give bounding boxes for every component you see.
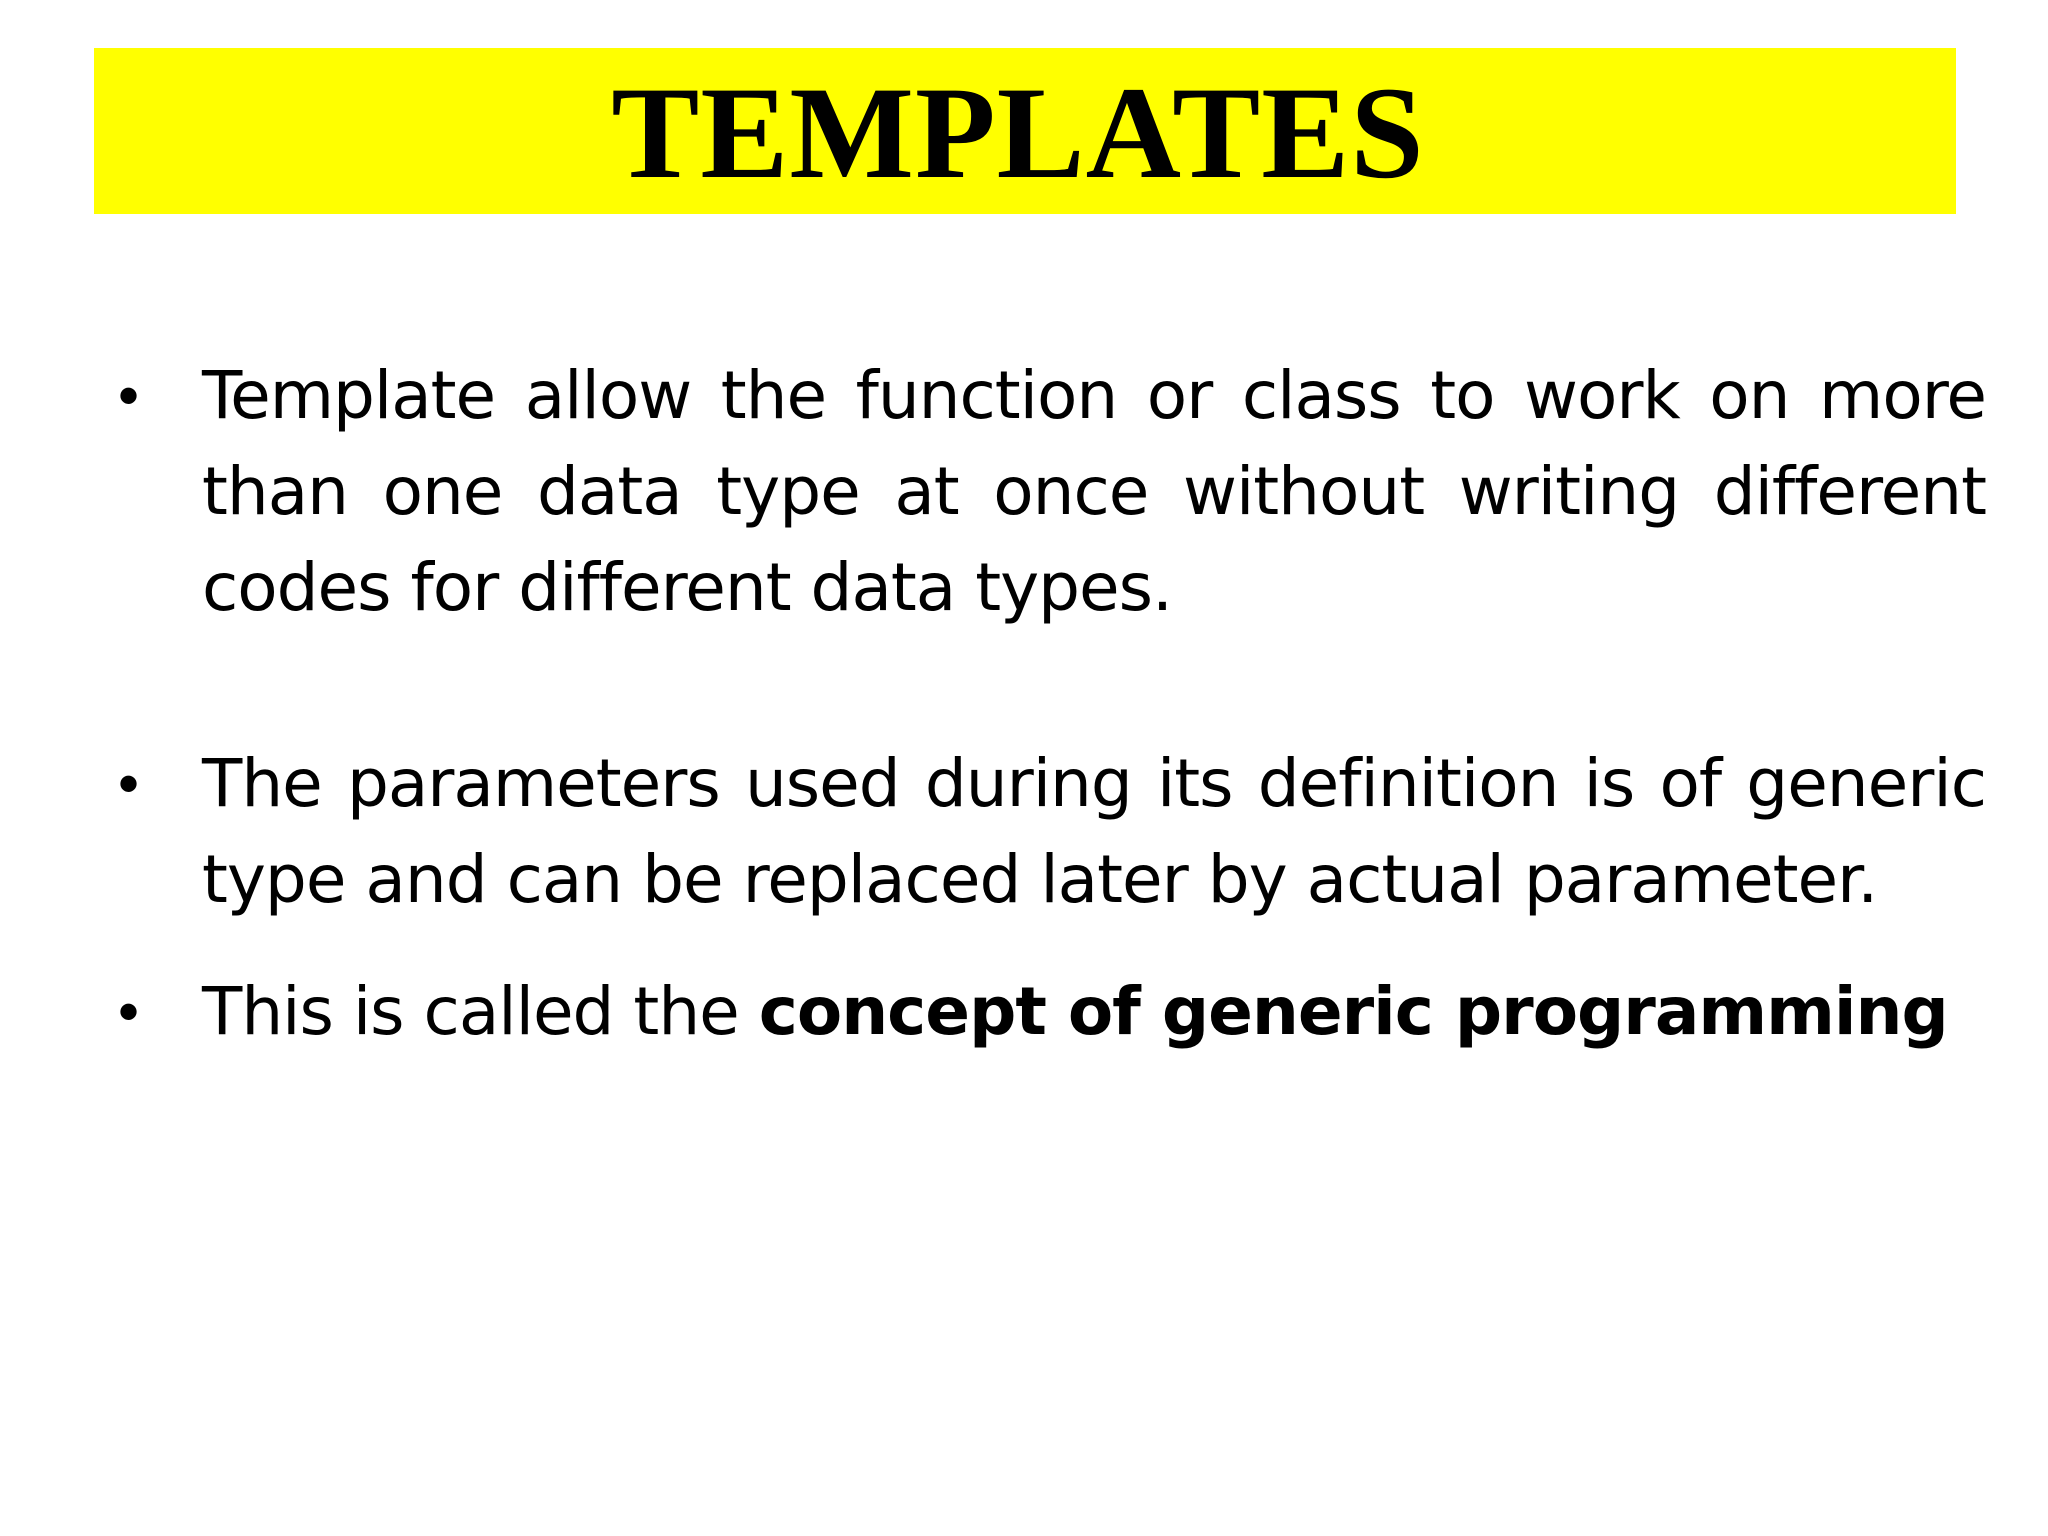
bullet-text-3-emphasis: concept of generic programming: [758, 973, 1948, 1050]
slide-title: TEMPLATES: [611, 59, 1425, 206]
bullet-text-1: Template allow the function or class to work on more than one data type at once without writing different codes for different data types.: [202, 357, 1986, 626]
bullet-marker: •: [118, 750, 140, 817]
bullet-marker: •: [118, 978, 140, 1045]
bullet-marker: •: [118, 362, 140, 429]
bullet-text-2: The parameters used during its definition is of generic type and can be replaced later by actual parameter.: [202, 745, 1986, 918]
title-banner: [94, 48, 1956, 214]
bullet-text-3: [202, 964, 1986, 1060]
bullet-text-3-prefix: This is called the: [202, 973, 759, 1050]
